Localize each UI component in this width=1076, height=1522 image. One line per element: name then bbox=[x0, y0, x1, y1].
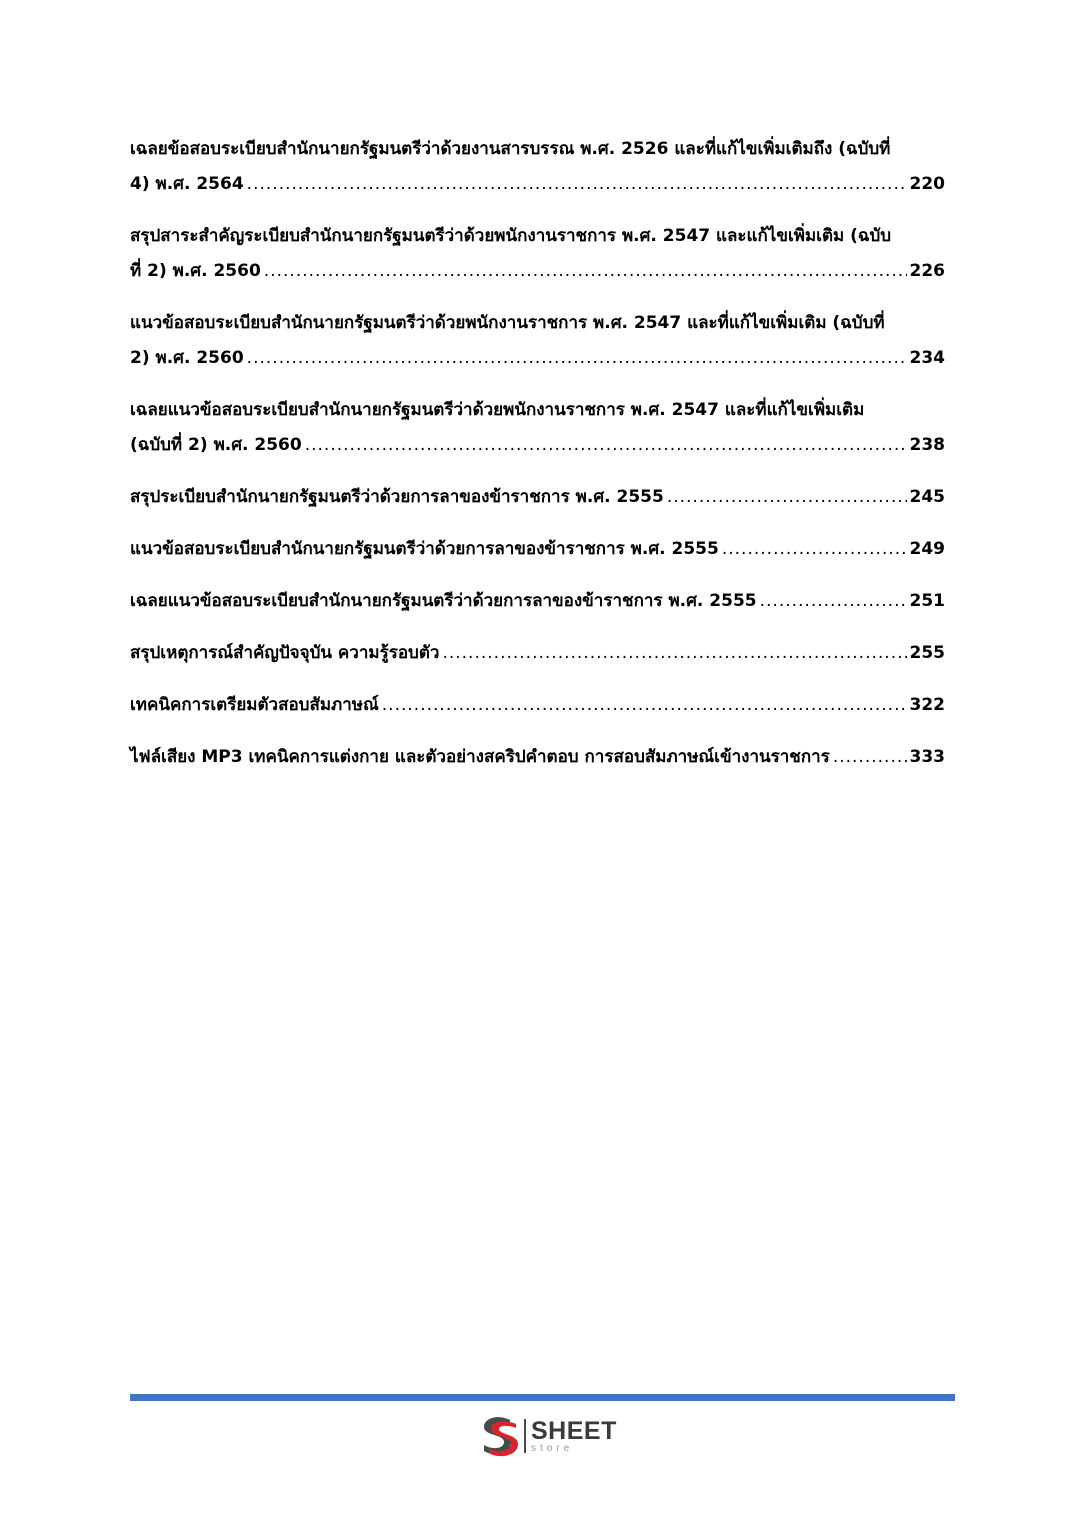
toc-entry-title-line: เฉลยข้อสอบระเบียบสำนักนายกรัฐมนตรีว่าด้วยงานสารบรรณ พ.ศ. 2526 และที่แก้ไขเพิ่มเติมถึง (ฉบับที่ bbox=[130, 139, 891, 159]
toc-entry-title-line: (ฉบับที่ 2) พ.ศ. 2560 bbox=[130, 435, 302, 455]
toc-page-number: 255 bbox=[909, 643, 945, 663]
toc-entry-title-line: ที่ 2) พ.ศ. 2560 bbox=[130, 261, 261, 281]
dot-leader bbox=[264, 254, 907, 289]
toc-entry[interactable] bbox=[130, 532, 945, 567]
toc-page-number: 238 bbox=[909, 435, 945, 455]
toc-entry-title-line: เฉลยแนวข้อสอบระเบียบสำนักนายกรัฐมนตรีว่าด้วยพนักงานราชการ พ.ศ. 2547 และที่แก้ไขเพิ่มเติม bbox=[130, 400, 865, 420]
logo-separator bbox=[524, 1419, 526, 1453]
toc-page-number: 249 bbox=[909, 539, 945, 559]
toc-entry[interactable] bbox=[130, 688, 945, 723]
toc-page-number: 322 bbox=[909, 695, 945, 715]
dot-leader bbox=[382, 688, 907, 723]
logo-subtitle: store bbox=[531, 1442, 574, 1454]
toc-entry-title-line: แนวข้อสอบระเบียบสำนักนายกรัฐมนตรีว่าด้วยการลาของข้าราชการ พ.ศ. 2555 bbox=[130, 539, 719, 559]
dot-leader bbox=[442, 636, 906, 671]
dot-leader bbox=[833, 740, 907, 775]
toc-entry-title-line: 4) พ.ศ. 2564 bbox=[130, 174, 244, 194]
toc-entry[interactable] bbox=[130, 740, 945, 775]
dot-leader bbox=[247, 167, 907, 202]
toc-page-number: 333 bbox=[909, 747, 945, 767]
dot-leader bbox=[667, 480, 907, 515]
logo-wordmark: SHEET bbox=[531, 1416, 617, 1445]
toc-entry-title-line: สรุประเบียบสำนักนายกรัฐมนตรีว่าด้วยการลาของข้าราชการ พ.ศ. 2555 bbox=[130, 487, 664, 507]
toc-entry[interactable] bbox=[130, 219, 945, 289]
toc-entry-title-line: เทคนิคการเตรียมตัวสอบสัมภาษณ์ bbox=[130, 695, 379, 715]
toc-entry[interactable] bbox=[130, 393, 945, 463]
toc-entry-title-line: 2) พ.ศ. 2560 bbox=[130, 348, 244, 368]
toc-page-number: 234 bbox=[909, 348, 945, 368]
toc-entry[interactable] bbox=[130, 636, 945, 671]
toc-entry-title-line: แนวข้อสอบระเบียบสำนักนายกรัฐมนตรีว่าด้วยพนักงานราชการ พ.ศ. 2547 และที่แก้ไขเพิ่มเติม (ฉบับที่ bbox=[130, 313, 885, 333]
toc-entry-title-line: เฉลยแนวข้อสอบระเบียบสำนักนายกรัฐมนตรีว่าด้วยการลาของข้าราชการ พ.ศ. 2555 bbox=[130, 591, 757, 611]
toc-entry-title-line: ไฟล์เสียง MP3 เทคนิคการแต่งกาย และตัวอย่างสคริปคำตอบ การสอบสัมภาษณ์เข้างานราชการ bbox=[130, 747, 830, 767]
dot-leader bbox=[760, 584, 907, 619]
footer-rule bbox=[130, 1394, 955, 1401]
toc-entry[interactable] bbox=[130, 584, 945, 619]
dot-leader bbox=[722, 532, 907, 567]
toc-page-number: 226 bbox=[909, 261, 945, 281]
toc-page-number: 251 bbox=[909, 591, 945, 611]
toc-entry-title-line: สรุปเหตุการณ์สำคัญปัจจุบัน ความรู้รอบตัว bbox=[130, 643, 440, 663]
toc-entry[interactable] bbox=[130, 306, 945, 376]
s-logo-icon bbox=[478, 1414, 520, 1458]
toc-entry[interactable] bbox=[130, 132, 945, 202]
toc-entry[interactable] bbox=[130, 480, 945, 515]
dot-leader bbox=[305, 428, 907, 463]
dot-leader bbox=[247, 341, 907, 376]
toc-page-number: 245 bbox=[909, 487, 945, 507]
toc-entry-title-line: สรุปสาระสำคัญระเบียบสำนักนายกรัฐมนตรีว่าด้วยพนักงานราชการ พ.ศ. 2547 และแก้ไขเพิ่มเติม (ฉบับ bbox=[130, 226, 892, 246]
table-of-contents bbox=[130, 132, 945, 792]
toc-page-number: 220 bbox=[909, 174, 945, 194]
sheet-store-logo bbox=[478, 1413, 617, 1459]
